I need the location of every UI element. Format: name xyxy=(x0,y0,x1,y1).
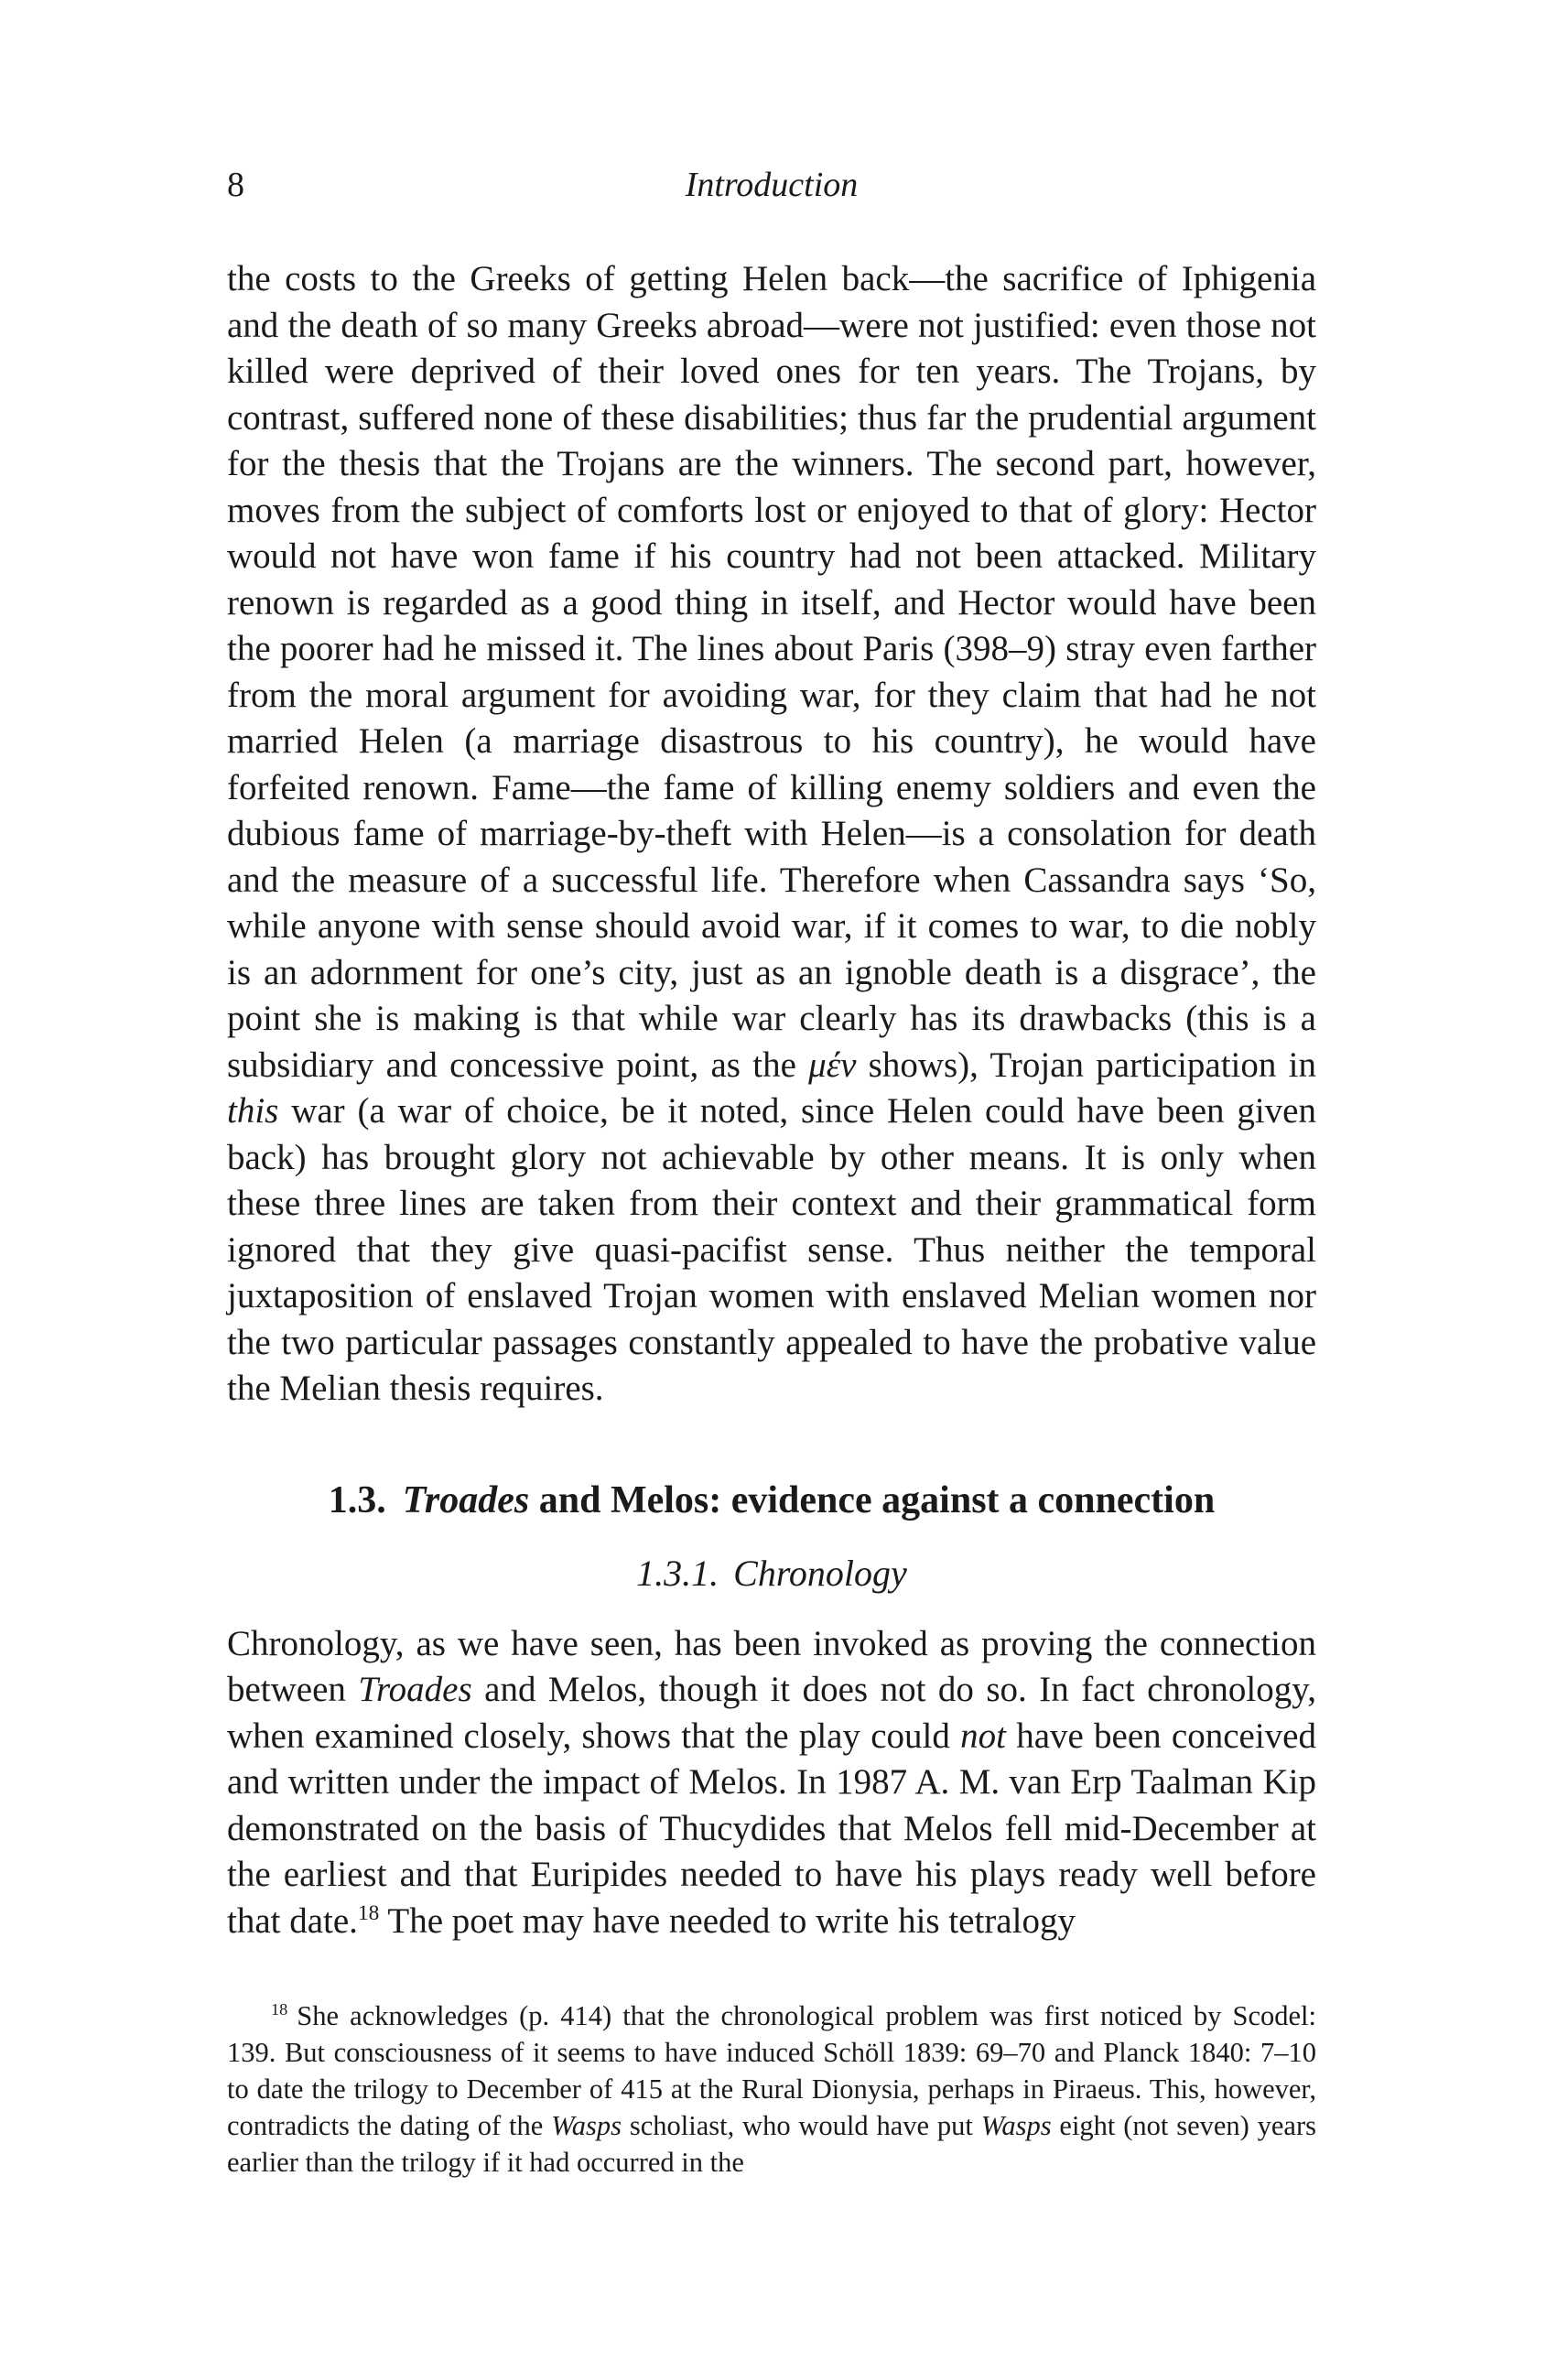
paragraph-2-text-a: Chronology, as we have seen, has been invoked as proving the connection between xyxy=(227,1623,1316,1709)
section-number: 1.3. xyxy=(328,1478,386,1521)
paragraph-2-text-d: The poet may have needed to write his tetralogy xyxy=(379,1900,1076,1941)
paragraph-1-text-c: war (a war of choice, be it noted, since Helen could have been given back) has brought glory not achievable by other means. It is only when these three lines are taken from their context and their grammatical form ignored that they give quasi-pacifist sense. Thus neither the temporal juxtaposition of enslaved Trojan women with enslaved Melian women nor the two particular passages constantly appealed to have the probative value the Melian thesis requires. xyxy=(227,1091,1316,1408)
running-head xyxy=(227,165,1316,220)
emphasis-not: not xyxy=(960,1716,1006,1756)
section-heading xyxy=(227,1473,1316,1528)
footnote-reference[interactable]: 18 xyxy=(357,1900,380,1925)
section-title-italic: Troades xyxy=(402,1478,530,1521)
footnote-title-wasps-2: Wasps xyxy=(980,2110,1052,2141)
book-page xyxy=(227,165,1316,2181)
paragraph-1-text-b: shows), Trojan participation in xyxy=(856,1045,1316,1085)
footnote-title-wasps-1: Wasps xyxy=(551,2110,622,2141)
title-troades: Troades xyxy=(358,1670,472,1709)
subsection-number: 1.3.1. xyxy=(636,1552,719,1594)
emphasis-this: this xyxy=(227,1091,279,1131)
paragraph-2 xyxy=(227,1621,1316,1945)
footnote-18 xyxy=(227,1997,1316,2181)
paragraph-2-text-c: have been conceived and written under the impact of Melos. In 1987 A. M. van Erp Taalman Kip demonstrated on the basis of Thucydides that Melos fell mid-December at the earliest and that Euripides needed to have his plays ready well before that date. xyxy=(227,1716,1316,1941)
greek-word-men: μέν xyxy=(808,1045,857,1085)
footnote-text-c: eight (not seven) years earlier than the trilogy if it had occurred in the xyxy=(227,2110,1316,2178)
running-title: Introduction xyxy=(685,166,859,204)
section-title-rest: and Melos: evidence against a connection xyxy=(529,1478,1216,1521)
footnote-text-a: She acknowledges (p. 414) that the chronological problem was first noticed by Scodel: 139. But consciousness of it seems to have induced Schöll 1839: 69–70 and Planck 1840: 7–10 to date the trilogy to December of 415 at the Rural Dionysia, perhaps in Piraeus. This, however, contradicts the dating of the xyxy=(227,2000,1316,2141)
footnote-mark: 18 xyxy=(271,1999,288,2019)
footnote-text-b: scholiast, who would have put xyxy=(622,2110,981,2141)
subsection-heading xyxy=(227,1546,1316,1601)
paragraph-1 xyxy=(227,256,1316,1413)
paragraph-2-text-b: and Melos, though it does not do so. In fact chronology, when examined closely, shows that the play could xyxy=(227,1670,1316,1756)
page-number: 8 xyxy=(227,166,244,204)
subsection-title: Chronology xyxy=(733,1552,907,1594)
paragraph-1-text-a: the costs to the Greeks of getting Helen back—the sacrifice of Iphigenia and the death of so many Greeks abroad—were not justified: even those not killed were deprived of their loved ones for ten years. The Trojans, by contrast, suffered none of these disabilities; thus far the prudential argument for the thesis that the Trojans are the winners. The second part, however, moves from the subject of comforts lost or enjoyed to that of glory: Hector would not have won fame if his country had not been attacked. Military renown is regarded as a good thing in itself, and Hector would have been the poorer had he missed it. The lines about Paris (398–9) stray even farther from the moral argument for avoiding war, for they claim that had he not married Helen (a marriage disastrous to his country), he would have forfeited renown. Fame—the fame of killing enemy soldiers and even the dubious fame of marriage-by-theft with Helen—is a consolation for death and the measure of a successful life. Therefore when Cassandra says ‘So, while anyone with sense should avoid war, if it comes to war, to die nobly is an adornment for one’s city, just as an ignoble death is a disgrace’, the point she is making is that while war clearly has its drawbacks (this is a subsidiary and concessive point, as the xyxy=(227,259,1316,1085)
